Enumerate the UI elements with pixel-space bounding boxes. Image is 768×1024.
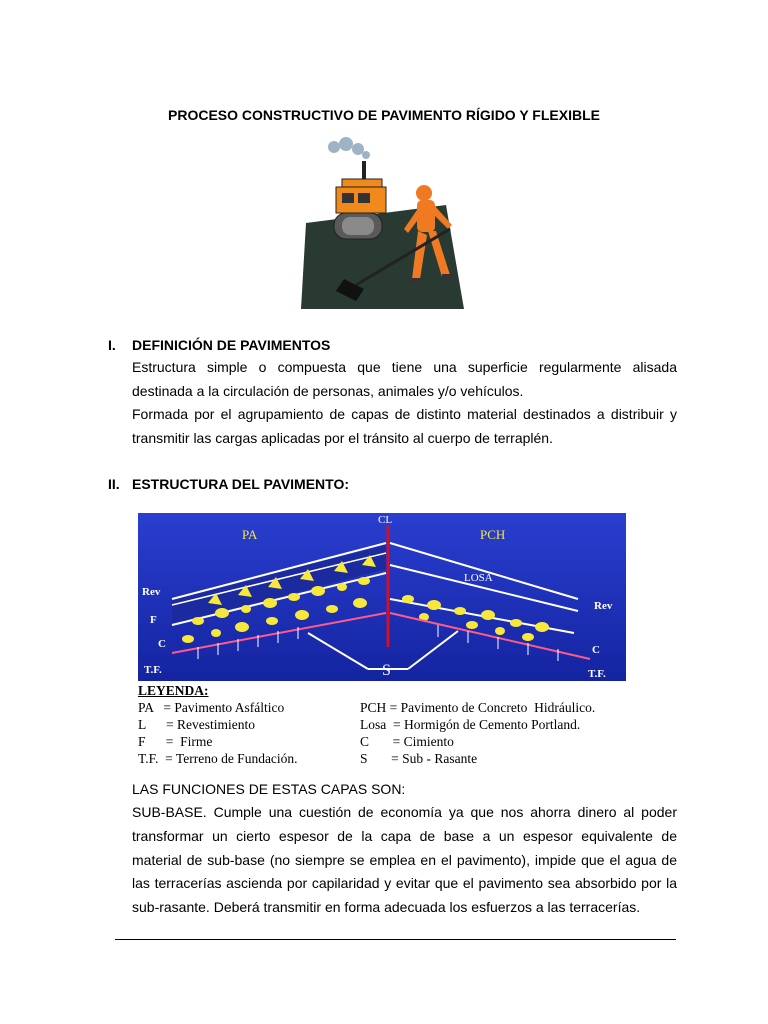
label-pch: PCH [480, 527, 506, 542]
label-tf-left: T.F. [144, 664, 162, 676]
label-c-right: C [592, 644, 600, 656]
paragraph-line: SUB-BASE. Cumple una cuestión de economía ya que nos ahorra dinero al poder [132, 804, 677, 820]
section-number: II. [108, 476, 120, 492]
paragraph-line: transmitir las cargas aplicadas por el tránsito al cuerpo de terraplén. [132, 429, 553, 446]
section-heading-definicion [108, 337, 330, 353]
label-tf-right: T.F. [588, 668, 606, 680]
definition-paragraph [132, 356, 677, 450]
legend-item: S = Sub - Rasante [360, 751, 478, 766]
legend-item: Losa = Hormigón de Cemento Portland. [360, 717, 581, 732]
section-title: DEFINICIÓN DE PAVIMENTOS [132, 337, 331, 353]
paragraph-line: las terracerías ascienda por capilaridad y evitar que el pavimento sea absorbido por la [132, 875, 677, 892]
footer-divider [115, 939, 676, 940]
label-losa: LOSA [464, 572, 493, 584]
road-roller-icon [334, 161, 386, 239]
legend-item: T.F. = Terreno de Fundación. [138, 751, 298, 766]
paragraph-line: Estructura simple o compuesta que tiene una superficie regularmente alisada [132, 359, 677, 375]
legend [138, 683, 658, 769]
section-heading-estructura [108, 476, 349, 492]
road-construction-illustration [296, 133, 466, 309]
label-s: S [382, 662, 391, 679]
label-cl: CL [378, 514, 393, 526]
label-rev-right: Rev [594, 600, 613, 612]
paragraph-line: transformar un cierto espesor de la capa de base a un espesor equivalente de [132, 827, 677, 844]
legend-heading: LEYENDA: [138, 683, 209, 698]
paragraph-line: destinada a la circulación de personas, animales y/o vehículos. [132, 382, 524, 399]
section-title: ESTRUCTURA DEL PAVIMENTO: [132, 476, 350, 492]
paragraph-line: sub-rasante. Deberá transmitir en forma adecuada los esfuerzos a las terracerías. [132, 899, 641, 916]
smoke-icon [328, 137, 370, 159]
legend-item: L = Revestimiento [138, 717, 255, 732]
legend-item: PCH = Pavimento de Concreto Hidráulico. [360, 700, 596, 715]
label-pa: PA [242, 527, 258, 542]
pavement-structure-diagram [138, 513, 626, 681]
paragraph-line: material de sub-base (no siempre se emplea en el pavimento), impide que el agua de [132, 851, 677, 868]
section-number: I. [108, 337, 116, 353]
functions-heading: LAS FUNCIONES DE ESTAS CAPAS SON: [132, 781, 406, 797]
label-rev-left: Rev [142, 586, 161, 598]
subbase-paragraph [132, 804, 677, 923]
label-f: F [150, 614, 157, 626]
page-title: PROCESO CONSTRUCTIVO DE PAVIMENTO RÍGIDO Y FLEXIBLE [168, 107, 600, 123]
legend-item: C = Cimiento [360, 734, 454, 749]
label-c-left: C [158, 638, 166, 650]
legend-item: F = Firme [138, 734, 213, 749]
legend-item: PA = Pavimento Asfáltico [138, 700, 285, 715]
paragraph-line: Formada por el agrupamiento de capas de distinto material destinados a distribuir y [132, 406, 677, 422]
